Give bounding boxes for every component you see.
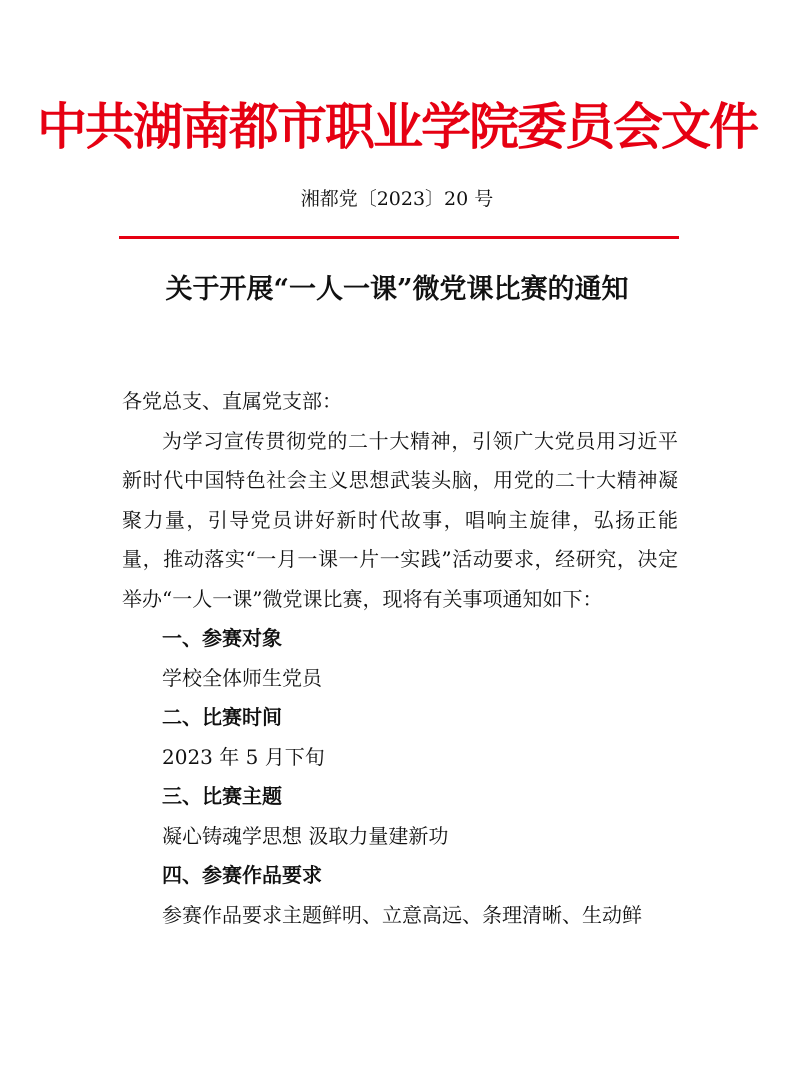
red-header-title: 中共湖南都市职业学院委员会文件: [37, 98, 757, 156]
salutation: 各党总支、直属党支部：: [122, 389, 342, 413]
section-content-requirements: 参赛作品要求主题鲜明、立意高远、条理清晰、生动鲜: [162, 902, 642, 927]
section-content-participants: 学校全体师生党员: [162, 665, 322, 690]
document-number: 湘都党〔2023〕20 号: [300, 188, 494, 210]
section-content-theme: 凝心铸魂学思想 汲取力量建新功: [162, 823, 449, 848]
notice-title: 关于开展“一人一课”微党课比赛的通知: [165, 274, 629, 305]
intro-paragraph: 为学习宣传贯彻党的二十大精神，引领广大党员用习近平新时代中国特色社会主义思想武装头脑，用党的二十大精神凝聚力量，引导党员讲好新时代故事，唱响主旋律，弘扬正能量，推动落实“一月一课一片一实践”活动要求，经研究，决定举办“一人一课”微党课比赛，现将有关事项通知如下：: [122, 428, 678, 611]
section-content-time: 2023 年 5 月下旬: [162, 744, 325, 769]
notice-body: [122, 382, 678, 935]
section-heading-requirements: 四、参赛作品要求: [162, 863, 322, 887]
red-divider-rule: [119, 236, 679, 239]
section-heading-participants: 一、参赛对象: [162, 626, 282, 650]
section-heading-theme: 三、比赛主题: [162, 784, 282, 808]
section-heading-time: 二、比赛时间: [162, 705, 282, 729]
